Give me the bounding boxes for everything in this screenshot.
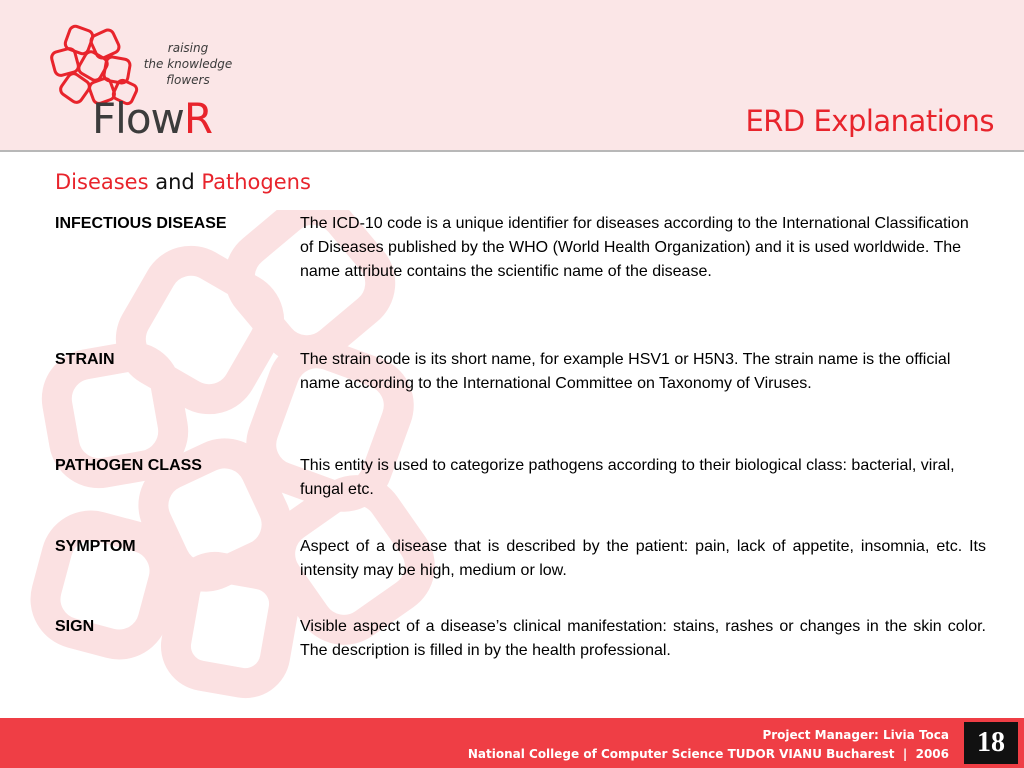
entity-description: Visible aspect of a disease’s clinical manifestation: stains, rashes or changes in the skin color. The description is filled in by the health professional.	[300, 618, 986, 659]
brand-accent-letter: R	[183, 94, 213, 143]
entity-description: The strain code is its short name, for example HSV1 or H5N3. The strain name is the official name according to the International Committee on Taxonomy of Viruses.	[300, 351, 951, 392]
page-number: 18	[977, 727, 1005, 758]
subtitle-and: and	[148, 170, 202, 194]
entity-term: SIGN	[55, 618, 95, 635]
entity-description: This entity is used to categorize pathogens according to their biological class: bacterial, viral, fungal etc.	[300, 457, 955, 498]
brand-wordmark	[92, 94, 212, 143]
page-number-box	[964, 722, 1018, 764]
entity-term: SYMPTOM	[55, 538, 136, 555]
slide-header	[0, 0, 1024, 152]
section-subtitle	[55, 170, 311, 194]
subtitle-diseases: Diseases	[55, 170, 149, 194]
footer-credits	[468, 726, 949, 764]
footer-project-manager: Project Manager: Livia Toca	[762, 728, 949, 742]
slide-footer	[0, 718, 1024, 768]
entity-term: PATHOGEN CLASS	[55, 457, 202, 474]
brand-main-text: Flow	[92, 94, 184, 143]
entity-term: STRAIN	[55, 351, 115, 368]
tagline-line-1: raising	[167, 41, 209, 55]
entity-term: INFECTIOUS DISEASE	[55, 215, 227, 232]
subtitle-pathogens: Pathogens	[201, 170, 311, 194]
entity-description: The ICD-10 code is a unique identifier for diseases according to the International Classification of Diseases published by the WHO (World Health Organization) and it is used worldwide. The name attribute contains the scientific name of the disease.	[300, 215, 969, 280]
tagline-line-3: flowers	[166, 73, 210, 87]
footer-institution: National College of Computer Science TUDOR VIANU Bucharest | 2006	[467, 747, 949, 761]
entity-description: Aspect of a disease that is described by the patient: pain, lack of appetite, insomnia, etc. Its intensity may be high, medium or low.	[300, 538, 986, 579]
slide-title: ERD Explanations	[745, 104, 994, 138]
tagline-line-2: the knowledge	[143, 57, 233, 71]
logo-tagline	[138, 40, 238, 88]
